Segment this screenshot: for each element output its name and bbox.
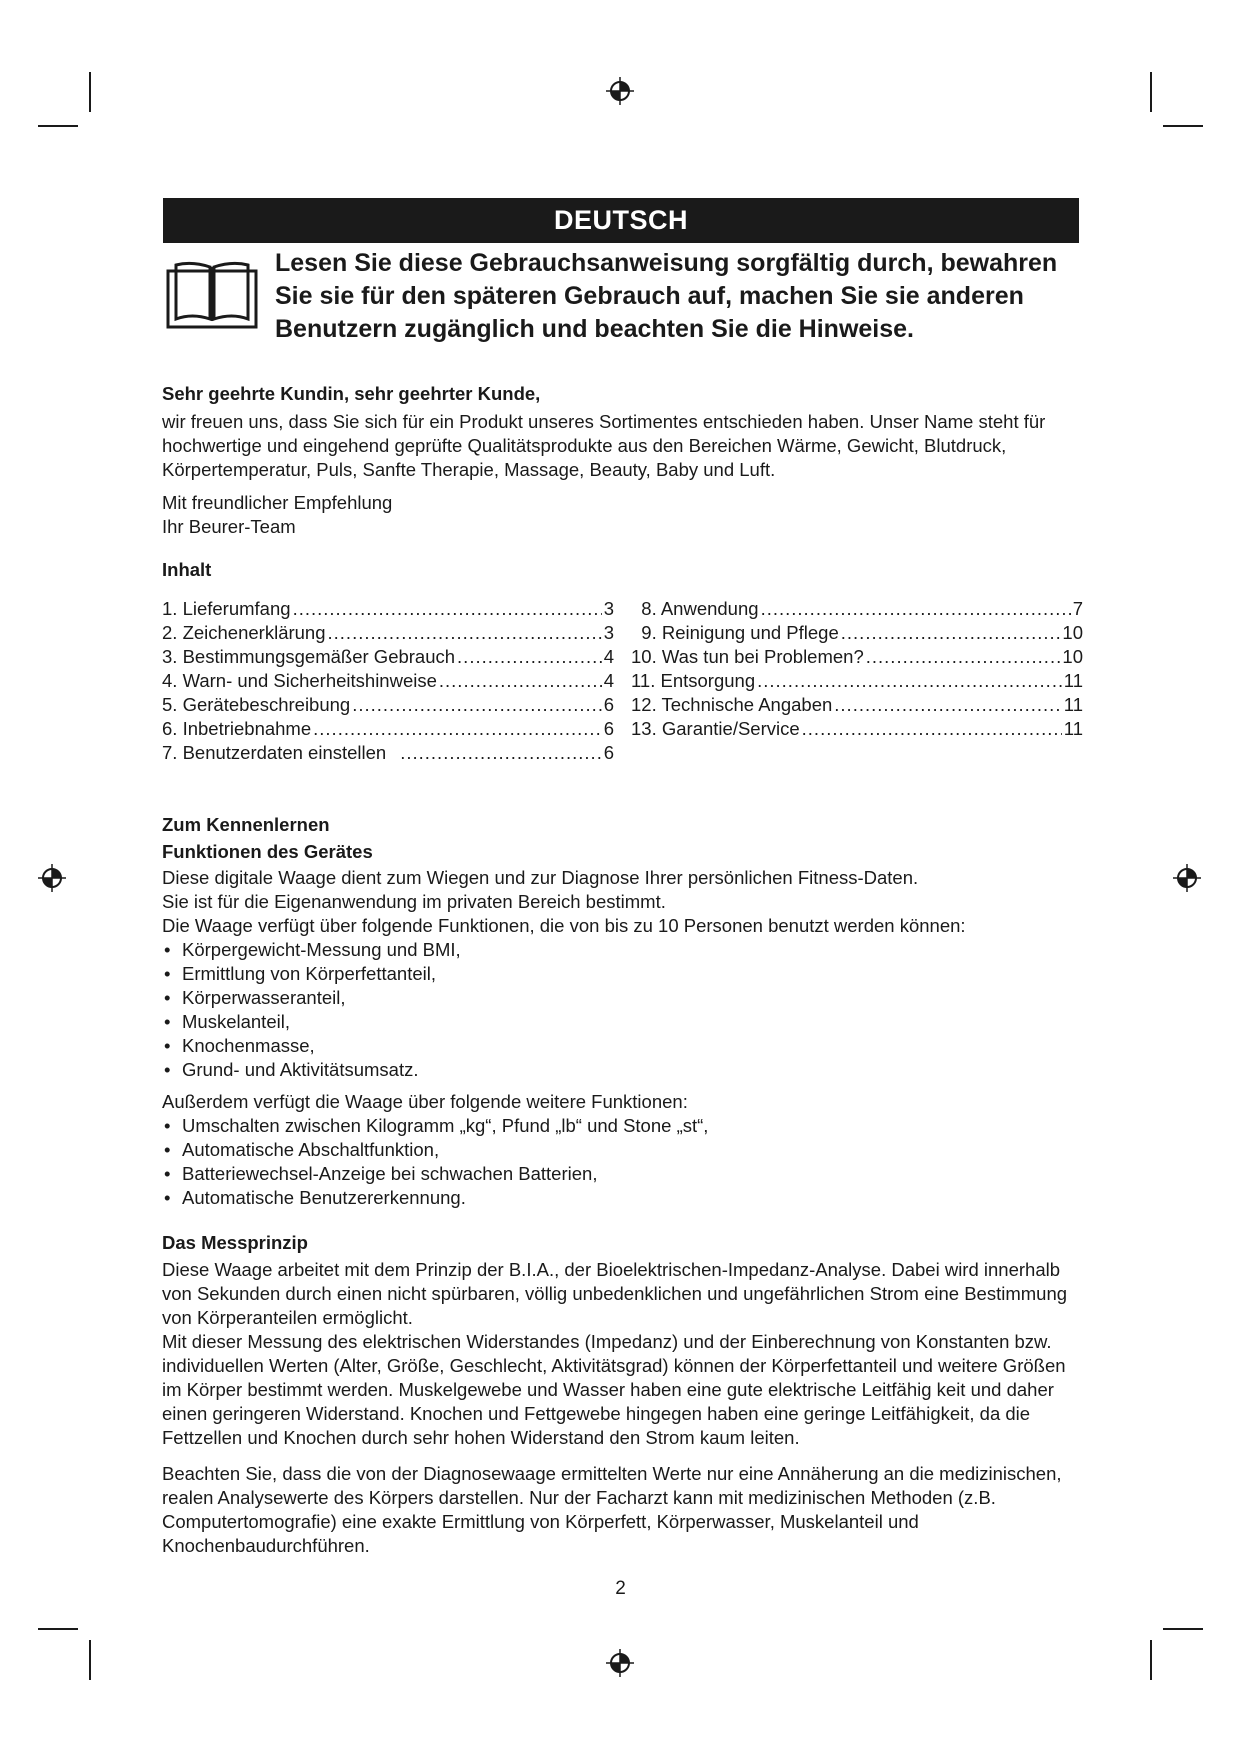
list-item: • Muskelanteil, (162, 1010, 1082, 1034)
toc-entry[interactable]: 8. Anwendung ..... 7 (631, 597, 1083, 621)
section-subtitle: Funktionen des Gerätes (162, 841, 373, 862)
crop-mark (1163, 125, 1203, 127)
book-icon (166, 257, 258, 329)
read-instructions-note: Lesen Sie diese Gebrauchsanweisung sorgfältig durch, bewahren Sie sie für den späteren Gebrauch auf, machen Sie sie anderen Benutzern zugänglich und beachten Sie die Hinweise. (275, 249, 1058, 343)
toc-entry[interactable]: 4. Warn- und Sicherheitshinweise ..... 4 (162, 669, 614, 693)
section-title: Zum Kennenlernen (162, 814, 330, 835)
list-item: • Automatische Benutzererkennung. (162, 1186, 1082, 1210)
registration-mark-icon (605, 76, 635, 106)
crop-mark (38, 1628, 78, 1630)
toc-entry[interactable]: 10. Was tun bei Problemen? ..... 10 (631, 645, 1083, 669)
intro-line: Sie ist für die Eigenanwendung im privaten Bereich bestimmt. (162, 891, 666, 912)
registration-mark-icon (37, 863, 67, 893)
toc-entry[interactable]: 9. Reinigung und Pflege ..... 10 (631, 621, 1083, 645)
principle-paragraph: Mit dieser Messung des elektrischen Widerstandes (Impedanz) und der Einberechnung von Konstanten bzw. individuellen Werten (Alter, Größe, Geschlecht, Aktivitätsgrad) können der Körperfettanteil und weitere Größen im Körper bestimmt werden. Muskelgewebe und Wasser haben eine gute elektrische Leitfähig keit und daher einen geringeren Widerstand. Knochen und Fettgewebe hingegen haben eine geringe Leitfähigkeit, da die Fettzellen und Knochen durch sehr hohen Widerstand den Strom kaum leiten. (162, 1331, 1066, 1448)
principle-paragraph: Beachten Sie, dass die von der Diagnosewaage ermittelten Werte nur eine Annäherung an die medizinischen, realen Analysewerte des Körpers darstellen. Nur der Facharzt kann mit medizinischen Methoden (z.B. Computertomografie) eine exakte Ermittlung von Körperfett, Körperwasser, Muskelanteil und Knochenbaudurchführen. (162, 1463, 1062, 1556)
list-item: • Knochenmasse, (162, 1034, 1082, 1058)
toc-entry[interactable]: 12. Technische Angaben ..... 11 (631, 693, 1083, 717)
toc-title: Inhalt (162, 559, 212, 580)
list-item: • Grund- und Aktivitätsumsatz. (162, 1058, 1082, 1082)
list-item: • Automatische Abschaltfunktion, (162, 1138, 1082, 1162)
closing-signature: Ihr Beurer-Team (162, 516, 296, 537)
salutation: Sehr geehrte Kundin, sehr geehrter Kunde, (162, 383, 541, 404)
crop-mark (1163, 1628, 1203, 1630)
intro-line: Die Waage verfügt über folgende Funktionen, die von bis zu 10 Personen benutzt werden können: (162, 915, 966, 936)
crop-mark (1150, 72, 1152, 112)
list-item: • Ermittlung von Körperfettanteil, (162, 962, 1082, 986)
crop-mark (1150, 1640, 1152, 1680)
list-item: • Batteriewechsel-Anzeige bei schwachen Batterien, (162, 1162, 1082, 1186)
list-item: • Körperwasseranteil, (162, 986, 1082, 1010)
crop-mark (89, 1640, 91, 1680)
closing-line: Mit freundlicher Empfehlung (162, 492, 393, 513)
toc-entry[interactable]: 2. Zeichenerklärung ..... 3 (162, 621, 614, 645)
page-number: 2 (615, 1578, 626, 1599)
language-header: DEUTSCH (163, 198, 1079, 243)
toc-column-right (631, 597, 1083, 741)
toc-entry[interactable]: 13. Garantie/Service ..... 11 (631, 717, 1083, 741)
list-item: • Umschalten zwischen Kilogramm „kg“, Pfund „lb“ und Stone „st“, (162, 1114, 1082, 1138)
principle-title: Das Messprinzip (162, 1232, 308, 1253)
toc-entry[interactable]: 11. Entsorgung ..... 11 (631, 669, 1083, 693)
toc-column-left (162, 597, 614, 765)
list-item: • Körpergewicht-Messung und BMI, (162, 938, 1082, 962)
toc-entry[interactable]: 1. Lieferumfang ..... 3 (162, 597, 614, 621)
crop-mark (89, 72, 91, 112)
principle-paragraph: Diese Waage arbeitet mit dem Prinzip der B.I.A., der Bioelektrischen-Impedanz-Analyse. Dabei wird innerhalb von Sekunden durch einen nicht spürbaren, völlig unbedenklichen und ungefährlichen Strom eine Bestimmung von Körperanteilen ermöglicht. (162, 1259, 1068, 1328)
registration-mark-icon (605, 1648, 635, 1678)
greeting-body: wir freuen uns, dass Sie sich für ein Produkt unseres Sortimentes entschieden haben. Unser Name steht für hochwertige und eingehend geprüfte Qualitätsprodukte aus den Bereichen Wärme, Gewicht, Blutdruck, Körpertemperatur, Puls, Sanfte Therapie, Massage, Beauty, Baby und Luft. (162, 411, 1046, 480)
toc-entry[interactable]: 5. Gerätebeschreibung ..... 6 (162, 693, 614, 717)
toc-entry[interactable]: 3. Bestimmungsgemäßer Gebrauch ..... 4 (162, 645, 614, 669)
toc-entry[interactable]: 6. Inbetriebnahme ..... 6 (162, 717, 614, 741)
registration-mark-icon (1172, 863, 1202, 893)
more-functions-list (162, 1114, 1082, 1210)
functions-list (162, 938, 1082, 1082)
intro-line: Diese digitale Waage dient zum Wiegen und zur Diagnose Ihrer persönlichen Fitness-Daten. (162, 867, 919, 888)
toc-entry[interactable]: 7. Benutzerdaten einstellen ..... 6 (162, 741, 614, 765)
crop-mark (38, 125, 78, 127)
more-functions-intro: Außerdem verfügt die Waage über folgende weitere Funktionen: (162, 1091, 688, 1112)
